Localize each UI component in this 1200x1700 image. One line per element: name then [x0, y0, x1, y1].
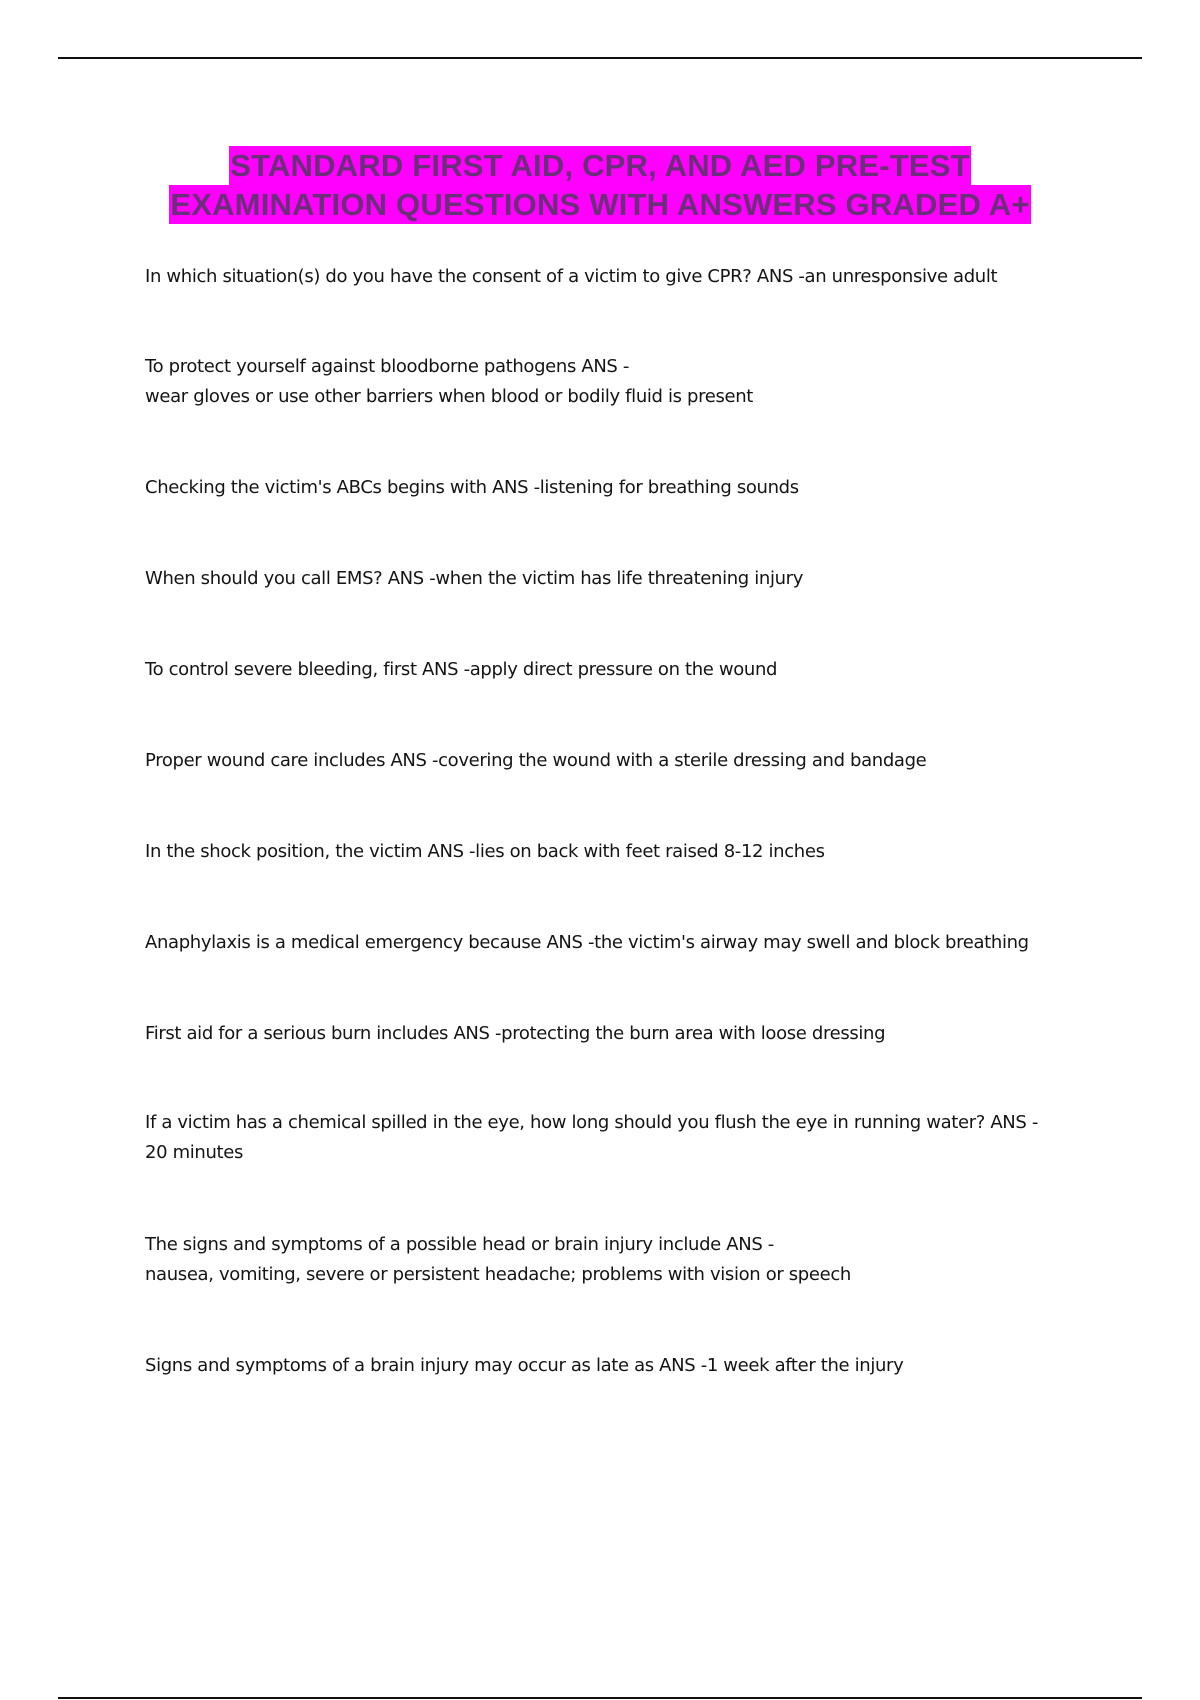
title-line-1: STANDARD FIRST AID, CPR, AND AED PRE-TEST — [230, 148, 970, 183]
qa-item: Anaphylaxis is a medical emergency because ANS -the victim's airway may swell and block breathing — [145, 932, 1029, 953]
qa-item: Signs and symptoms of a brain injury may occur as late as ANS -1 week after the injury — [145, 1355, 904, 1376]
qa-item: When should you call EMS? ANS -when the victim has life threatening injury — [145, 568, 804, 589]
qa-item: The signs and symptoms of a possible head or brain injury include ANS - nausea, vomiting, severe or persistent headache; problems with vision or speech — [145, 1234, 851, 1285]
qa-item: Checking the victim's ABCs begins with ANS -listening for breathing sounds — [145, 477, 799, 498]
qa-item: In which situation(s) do you have the consent of a victim to give CPR? ANS -an unresponsive adult — [145, 266, 998, 287]
qa-item: In the shock position, the victim ANS -lies on back with feet raised 8-12 inches — [145, 841, 825, 862]
top-rule — [58, 57, 1142, 59]
qa-item: If a victim has a chemical spilled in the eye, how long should you flush the eye in running water? ANS - 20 minutes — [145, 1112, 1039, 1163]
bottom-rule — [58, 1697, 1142, 1699]
document-title — [0, 146, 1200, 224]
qa-item: To control severe bleeding, first ANS -apply direct pressure on the wound — [145, 659, 778, 680]
qa-item: Proper wound care includes ANS -covering the wound with a sterile dressing and bandage — [145, 750, 927, 771]
title-line-2: EXAMINATION QUESTIONS WITH ANSWERS GRADED A+ — [170, 187, 1030, 222]
qa-item: First aid for a serious burn includes ANS -protecting the burn area with loose dressing — [145, 1023, 886, 1044]
qa-item: To protect yourself against bloodborne pathogens ANS - wear gloves or use other barriers when blood or bodily fluid is present — [145, 356, 753, 407]
